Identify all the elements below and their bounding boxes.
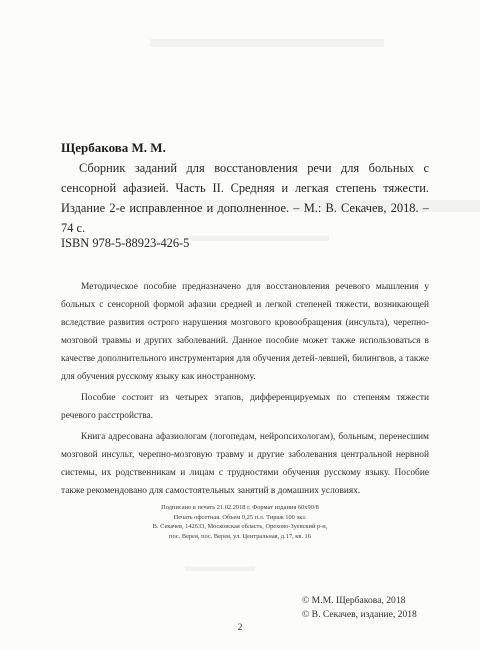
annotation	[61, 278, 429, 500]
annotation-paragraph: Методическое пособие предназначено для восстановления речевого мышления у больных с сенсорной формой афазии средней и легкой степеней тяжести, возникающей вследствие развития острого нарушения мозгового кровообращения (инсульта), черепно-мозговой травмы и других заболеваний. Данное пособие может также использоваться в качестве дополнительного инструментария для обучения детей-левшей, билингвов, а также для обучения русскому языку как иностранному.	[61, 282, 429, 382]
isbn: ISBN 978-5-88923-426-5	[61, 236, 190, 250]
bibliographic-description: Сборник заданий для восстановления речи для больных с сенсорной афазией. Часть II. Средняя и легкая степень тяжести. Издание 2-е исправленное и дополненное. – М.: В. Секачев, 2018. – 74 с.	[61, 161, 429, 235]
imprint-line: пос. Верея, пос. Верея, ул. Центральная, д.17, кв. 16	[169, 532, 311, 540]
imprint-line: Подписано в печать 21.02.2018 г. Формат издания 60х90/8	[161, 504, 319, 511]
copyright-line: © М.М. Щербакова, 2018	[302, 595, 406, 606]
author-name: Щербакова М. М.	[61, 140, 166, 155]
imprint-line: В. Секачев, 142633, Московская область, Орехово-Зуевский р-н,	[152, 523, 328, 531]
copyright-line: © В. Секачев, издание, 2018	[302, 609, 417, 620]
annotation-paragraph: Пособие состоит из четырех этапов, дифференцируемых по степеням тяжести речевого расстройства.	[61, 393, 429, 421]
show-through-text	[185, 560, 255, 576]
imprint-line: Печать офсетная. Объем 9,25 п.л. Тираж 100 экз.	[173, 513, 307, 521]
page-number: 2	[237, 622, 243, 633]
imprint-block	[110, 503, 370, 541]
copyright-block	[302, 594, 417, 622]
show-through-text	[150, 24, 384, 54]
annotation-paragraph: Книга адресована афазиологам (логопедам, нейропсихологам), больным, перенесшим мозговой инсульт, черепно-мозговую травму и другие заболевания центральной нервной системы, их родственникам и лицам с трудностями обучения русскому языку. Пособие также рекомендовано для самостоятельных занятий в домашних условиях.	[61, 432, 429, 496]
